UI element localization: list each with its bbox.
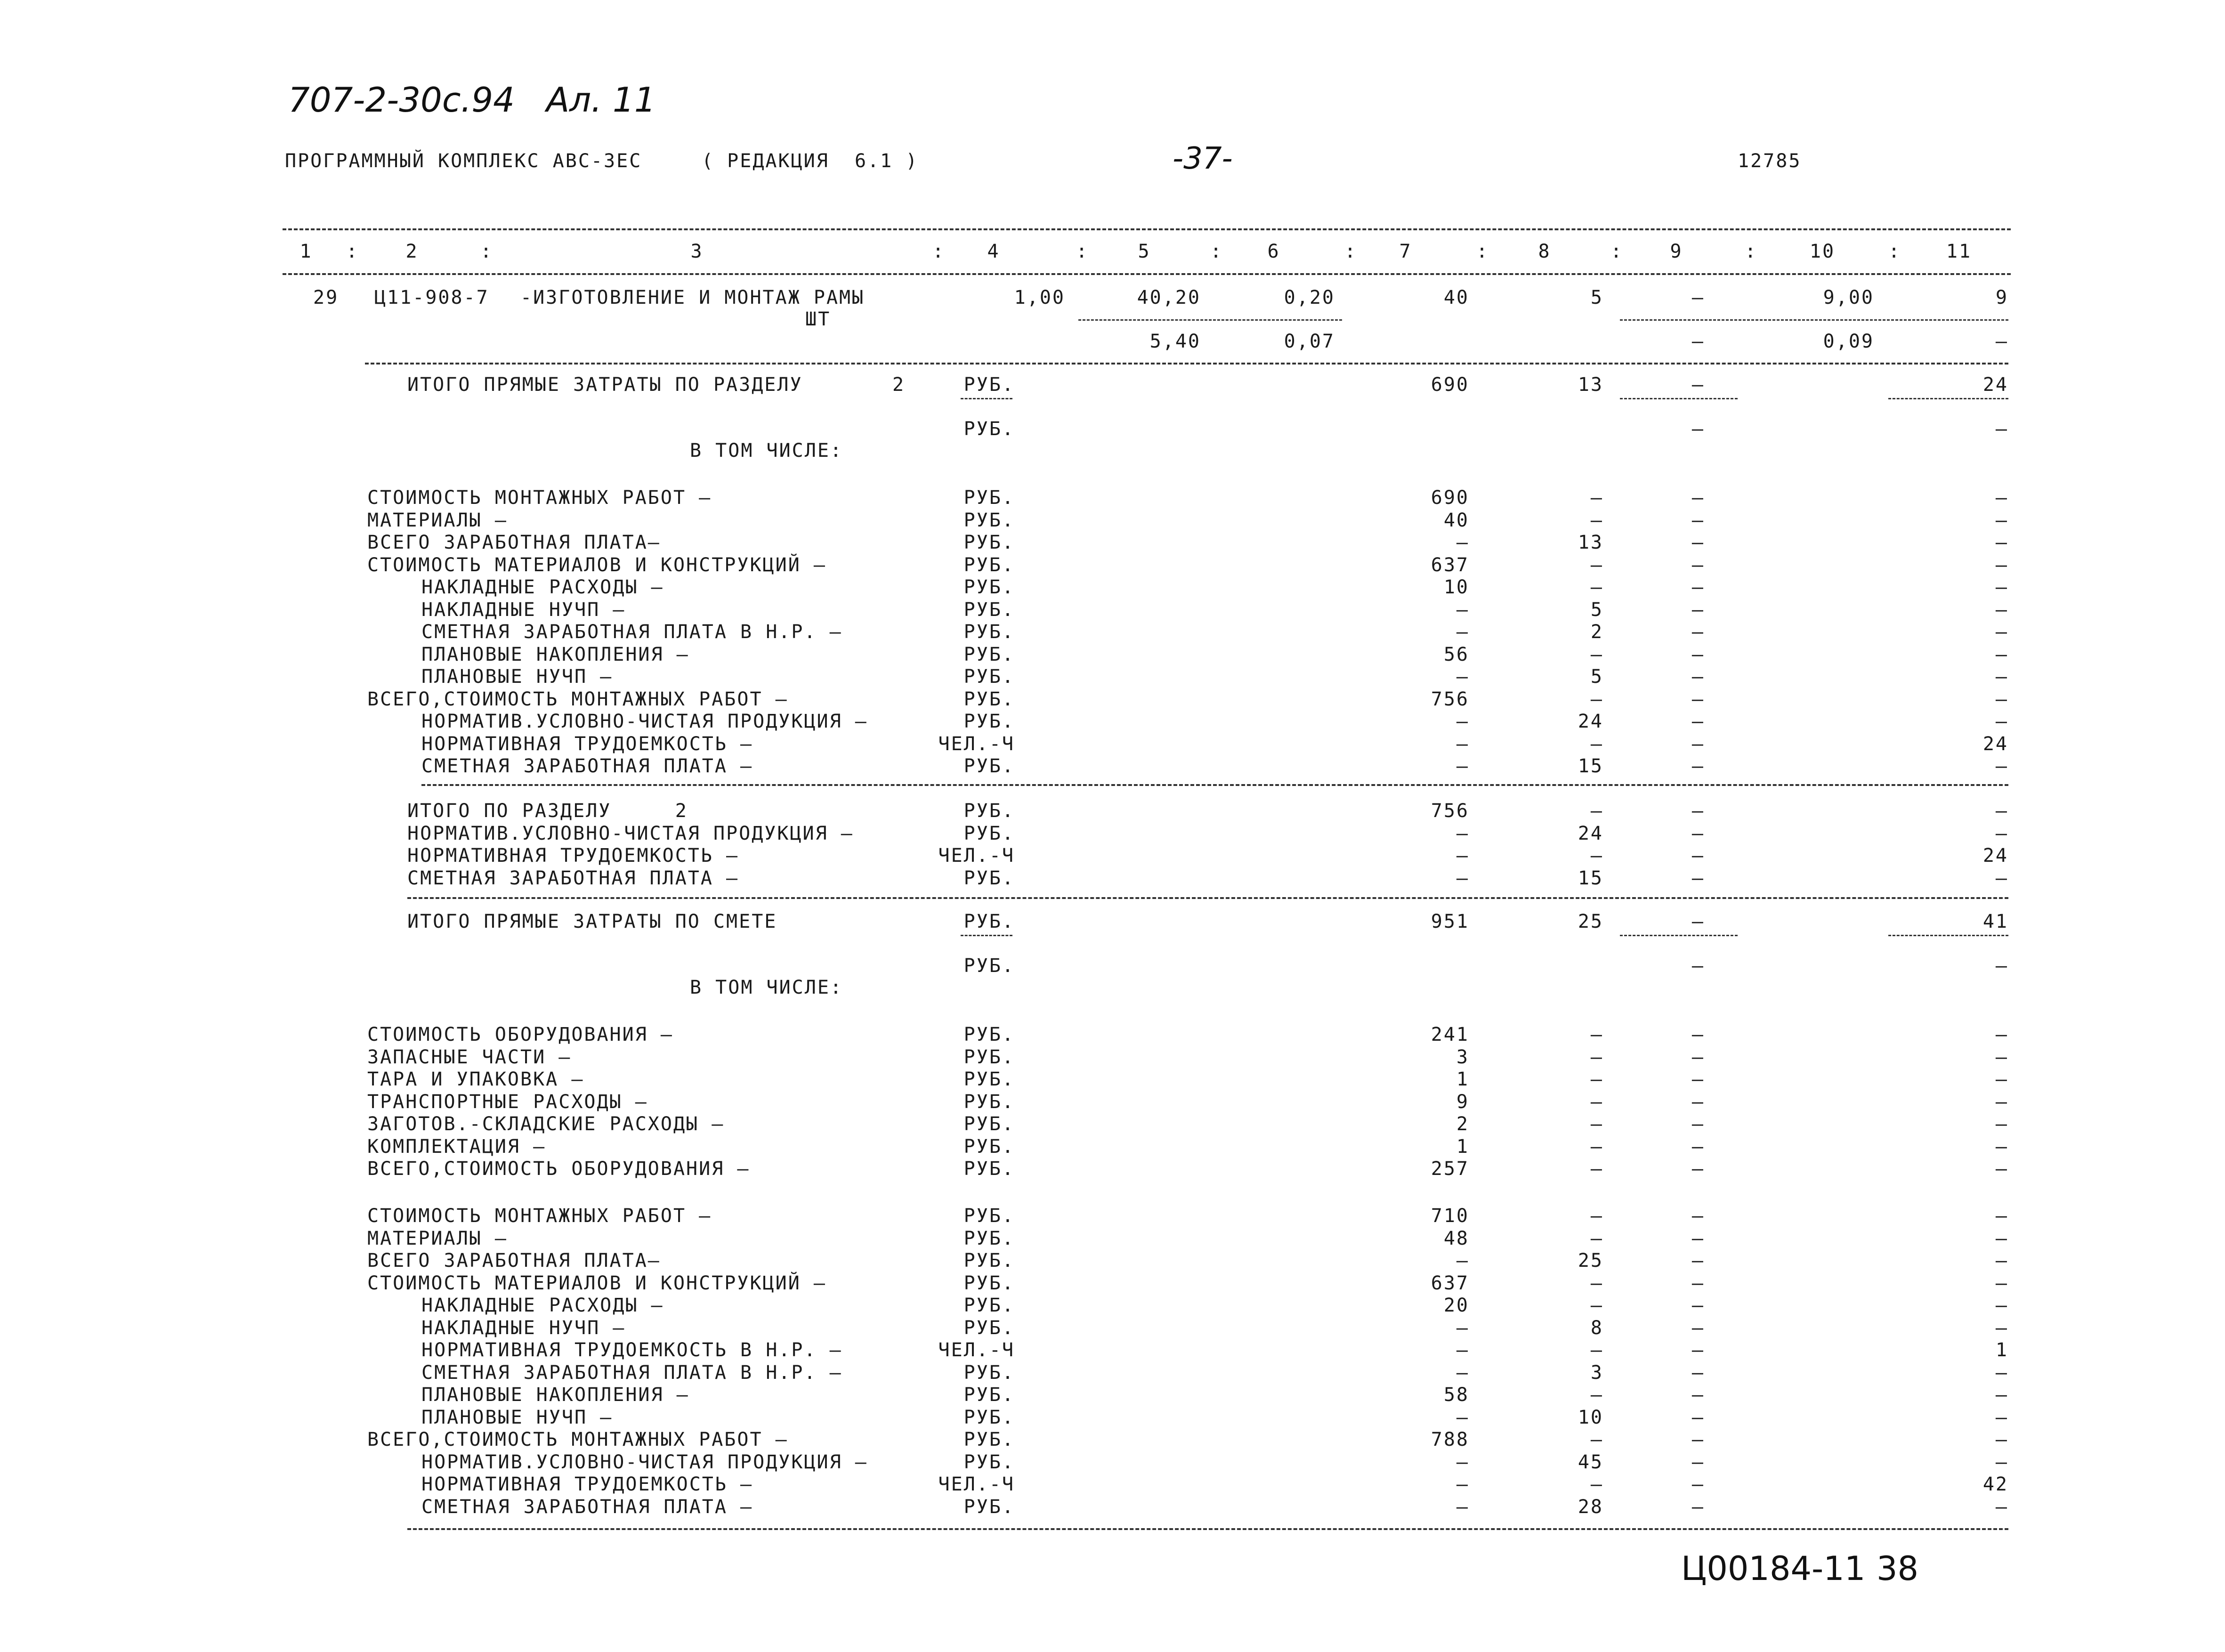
row-col7: 1 (1456, 1069, 1469, 1090)
row-label: СТОИМОСТЬ МОНТАЖНЫХ РАБОТ – (367, 1205, 712, 1227)
row-col9: – (1691, 1227, 1705, 1249)
row-unit: РУБ. (963, 643, 1015, 665)
archive-stamp: Ц00184-11 (1681, 1549, 1866, 1588)
section-result-label: ИТОГО ПО РАЗДЕЛУ 2 (407, 800, 688, 822)
row-col7: 48 (1443, 1227, 1469, 1249)
row-unit: РУБ. (963, 509, 1015, 531)
section-result-col8: – (1590, 800, 1603, 822)
row-col11: – (1995, 1046, 2008, 1068)
row-unit: РУБ. (963, 755, 1015, 777)
section-result-label: НОРМАТИВ.УСЛОВНО-ЧИСТАЯ ПРОДУКЦИЯ – (407, 822, 854, 844)
row-col11: – (1995, 487, 2008, 509)
row-col9: – (1691, 1317, 1705, 1339)
row-col8: 15 (1578, 755, 1603, 777)
section-result-label: НОРМАТИВНАЯ ТРУДОЕМКОСТЬ – (407, 845, 739, 866)
column-separator: : (1344, 241, 1358, 262)
column-header-9: 9 (1670, 241, 1683, 262)
row-col9: – (1691, 1113, 1705, 1135)
row-label: НОРМАТИВНАЯ ТРУДОЕМКОСТЬ – (421, 733, 753, 755)
row-unit: РУБ. (963, 487, 1015, 509)
section_total-col11-b: – (1995, 418, 2008, 440)
row-unit: РУБ. (963, 1406, 1015, 1428)
column-separator: : (932, 241, 946, 262)
row-unit: ЧЕЛ.-Ч (938, 1339, 1015, 1361)
section-result-col8: 24 (1578, 822, 1603, 844)
row-label: СМЕТНАЯ ЗАРАБОТНАЯ ПЛАТА – (421, 755, 753, 777)
section-result-col9: – (1691, 867, 1705, 889)
row-col11: – (1995, 1135, 2008, 1158)
row-col8: – (1590, 554, 1603, 576)
section-result-unit: РУБ. (963, 800, 1015, 822)
row-col11: – (1995, 1384, 2008, 1406)
row-col8: – (1590, 1429, 1603, 1450)
section-result-col8: – (1590, 845, 1603, 866)
row-unit: РУБ. (963, 576, 1015, 598)
row-col9: – (1691, 509, 1705, 531)
row-label: СТОИМОСТЬ ОБОРУДОВАНИЯ – (367, 1024, 673, 1045)
row-col11: – (1995, 643, 2008, 665)
row-label: ПЛАНОВЫЕ НУЧП – (421, 666, 613, 688)
row-label: НАКЛАДНЫЕ НУЧП – (421, 1317, 626, 1339)
row-col8: – (1590, 1227, 1603, 1249)
row-col7: 1 (1456, 1135, 1469, 1158)
row-col7: 788 (1431, 1429, 1469, 1450)
column-header-3: 3 (690, 241, 704, 262)
row-unit: РУБ. (963, 1250, 1015, 1271)
estimate_total-col7: 951 (1431, 911, 1469, 932)
column-separator: : (1888, 241, 1901, 262)
row-col11: – (1995, 1069, 2008, 1090)
row-unit: ЧЕЛ.-Ч (938, 1474, 1015, 1495)
row-col9: – (1691, 599, 1705, 621)
section-result-unit: РУБ. (963, 822, 1015, 844)
section_total-including: В ТОМ ЧИСЛЕ: (690, 440, 843, 462)
section-result-label: СМЕТНАЯ ЗАРАБОТНАЯ ПЛАТА – (407, 867, 739, 889)
row-col9: – (1691, 1384, 1705, 1406)
row-col11: – (1995, 1250, 2008, 1271)
row-col7: – (1456, 666, 1469, 688)
item-col8: 5 (1590, 287, 1603, 308)
item-col11-b: – (1995, 331, 2008, 352)
row-col11: – (1995, 576, 2008, 598)
row-col11: 1 (1995, 1339, 2008, 1361)
row-unit: РУБ. (963, 1091, 1015, 1113)
row-col8: – (1590, 643, 1603, 665)
row-unit: РУБ. (963, 1227, 1015, 1249)
row-label: МАТЕРИАЛЫ – (367, 1227, 508, 1249)
row-unit: РУБ. (963, 1069, 1015, 1090)
section_total-col11: 24 (1982, 374, 2008, 396)
row-col7: – (1456, 755, 1469, 777)
estimate_total-col8: 25 (1578, 911, 1603, 932)
section-result-col11: – (1995, 822, 2008, 844)
row-col8: 28 (1578, 1496, 1603, 1518)
row-label: НОРМАТИВНАЯ ТРУДОЕМКОСТЬ – (421, 1474, 753, 1495)
row-col8: 2 (1590, 621, 1603, 643)
section_total-unit: РУБ. (963, 374, 1015, 396)
row-unit: ЧЕЛ.-Ч (938, 733, 1015, 755)
sheet-number: 38 (1877, 1549, 1919, 1588)
section_total-col7: 690 (1431, 374, 1469, 396)
row-col8: – (1590, 1091, 1603, 1113)
row-col7: 690 (1431, 487, 1469, 509)
row-col9: – (1691, 1474, 1705, 1495)
row-label: СМЕТНАЯ ЗАРАБОТНАЯ ПЛАТА В Н.Р. – (421, 1361, 842, 1384)
row-col7: 637 (1431, 554, 1469, 576)
item-col10: 9,00 (1823, 287, 1874, 308)
row-unit: РУБ. (963, 1295, 1015, 1316)
row-label: НАКЛАДНЫЕ НУЧП – (421, 599, 626, 621)
row-col8: – (1590, 1024, 1603, 1045)
row-label: ПЛАНОВЫЕ НАКОПЛЕНИЯ – (421, 643, 689, 665)
row-col11: – (1995, 1272, 2008, 1294)
row-label: НОРМАТИВ.УСЛОВНО-ЧИСТАЯ ПРОДУКЦИЯ – (421, 711, 868, 732)
column-header-11: 11 (1946, 241, 1972, 262)
row-unit: РУБ. (963, 1205, 1015, 1227)
row-col8: 24 (1578, 711, 1603, 732)
section_total-col9: – (1691, 374, 1705, 396)
row-col9: – (1691, 1158, 1705, 1180)
column-separator: : (1210, 241, 1223, 262)
row-col9: – (1691, 1046, 1705, 1068)
column-header-6: 6 (1267, 241, 1280, 262)
column-separator: : (480, 241, 494, 262)
row-col11: – (1995, 599, 2008, 621)
row-col8: 45 (1578, 1451, 1603, 1473)
row-label: ТРАНСПОРТНЫЕ РАСХОДЫ – (367, 1091, 648, 1113)
row-col7: 2 (1456, 1113, 1469, 1135)
item-number: 29 (313, 287, 339, 308)
item-col4: 1,00 (1014, 287, 1065, 308)
row-col9: – (1691, 755, 1705, 777)
row-col7: – (1456, 1406, 1469, 1428)
row-col7: – (1456, 599, 1469, 621)
row-col8: 5 (1590, 666, 1603, 688)
row-col7: 710 (1431, 1205, 1469, 1227)
row-col9: – (1691, 621, 1705, 643)
row-unit: РУБ. (963, 1429, 1015, 1450)
row-col11: 42 (1982, 1474, 2008, 1495)
row-col9: – (1691, 1069, 1705, 1090)
row-col9: – (1691, 1451, 1705, 1473)
row-label: СТОИМОСТЬ МАТЕРИАЛОВ И КОНСТРУКЦИЙ – (367, 1272, 826, 1294)
row-col11: – (1995, 711, 2008, 732)
column-header-1: 1 (299, 241, 313, 262)
estimate_total-col11: 41 (1982, 911, 2008, 932)
row-unit: РУБ. (963, 599, 1015, 621)
row-label: ВСЕГО ЗАРАБОТНАЯ ПЛАТА– (367, 1250, 661, 1271)
row-col9: – (1691, 711, 1705, 732)
section-result-col8: 15 (1578, 867, 1603, 889)
row-col7: – (1456, 1451, 1469, 1473)
row-col7: – (1456, 621, 1469, 643)
row-col9: – (1691, 487, 1705, 509)
row-label: НОРМАТИВ.УСЛОВНО-ЧИСТАЯ ПРОДУКЦИЯ – (421, 1451, 868, 1473)
row-col8: – (1590, 1474, 1603, 1495)
item-col5: 40,20 (1137, 287, 1201, 308)
row-col9: – (1691, 532, 1705, 553)
row-col8: – (1590, 1135, 1603, 1158)
row-label: СТОИМОСТЬ МОНТАЖНЫХ РАБОТ – (367, 487, 712, 509)
section-result-col11: 24 (1982, 845, 2008, 866)
row-col8: – (1590, 1384, 1603, 1406)
item-col6: 0,20 (1284, 287, 1335, 308)
row-col11: – (1995, 1091, 2008, 1113)
row-label: КОМПЛЕКТАЦИЯ – (367, 1135, 546, 1158)
row-col7: – (1456, 1496, 1469, 1518)
estimate_total-label: ИТОГО ПРЯМЫЕ ЗАТРАТЫ ПО СМЕТЕ (407, 911, 777, 932)
column-header-5: 5 (1138, 241, 1151, 262)
row-unit: РУБ. (963, 532, 1015, 553)
item-col9: – (1691, 287, 1705, 308)
item-col10-b: 0,09 (1823, 331, 1874, 352)
doc-code: 707-2-30с.94 (288, 80, 515, 120)
row-unit: РУБ. (963, 1451, 1015, 1473)
item-name: -ИЗГОТОВЛЕНИЕ И МОНТАЖ РАМЫ (520, 287, 865, 308)
column-separator: : (1076, 241, 1089, 262)
row-col9: – (1691, 1406, 1705, 1428)
row-label: ЗАПАСНЫЕ ЧАСТИ – (367, 1046, 572, 1068)
row-col9: – (1691, 1429, 1705, 1450)
row-col8: 10 (1578, 1406, 1603, 1428)
row-col8: – (1590, 1158, 1603, 1180)
row-col8: – (1590, 509, 1603, 531)
item-col9-b: – (1691, 331, 1705, 352)
section-result-col9: – (1691, 845, 1705, 866)
row-col7: – (1456, 1361, 1469, 1384)
section-result-col9: – (1691, 800, 1705, 822)
row-label: ТАРА И УПАКОВКА – (367, 1069, 584, 1090)
row-col7: – (1456, 733, 1469, 755)
row-col8: – (1590, 1339, 1603, 1361)
row-label: СТОИМОСТЬ МАТЕРИАЛОВ И КОНСТРУКЦИЙ – (367, 554, 826, 576)
row-label: ЗАГОТОВ.-СКЛАДСКИЕ РАСХОДЫ – (367, 1113, 725, 1135)
row-col11: – (1995, 1024, 2008, 1045)
row-label: ВСЕГО,СТОИМОСТЬ МОНТАЖНЫХ РАБОТ – (367, 688, 788, 710)
row-col9: – (1691, 1091, 1705, 1113)
section-result-col11: – (1995, 867, 2008, 889)
row-col9: – (1691, 1339, 1705, 1361)
row-col9: – (1691, 554, 1705, 576)
estimate_total-including: В ТОМ ЧИСЛЕ: (690, 977, 843, 998)
row-col9: – (1691, 1135, 1705, 1158)
column-separator: : (1476, 241, 1489, 262)
row-label: ВСЕГО,СТОИМОСТЬ МОНТАЖНЫХ РАБОТ – (367, 1429, 788, 1450)
row-col11: – (1995, 1451, 2008, 1473)
row-col8: – (1590, 1046, 1603, 1068)
section-result-col7: – (1456, 845, 1469, 866)
row-col7: – (1456, 1250, 1469, 1271)
row-col11: – (1995, 688, 2008, 710)
row-col11: – (1995, 1317, 2008, 1339)
row-col9: – (1691, 1496, 1705, 1518)
row-col7: 637 (1431, 1272, 1469, 1294)
row-col11: – (1995, 1406, 2008, 1428)
row-col8: 25 (1578, 1250, 1603, 1271)
row-col7: 257 (1431, 1158, 1469, 1180)
row-col7: 58 (1443, 1384, 1469, 1406)
row-col9: – (1691, 1295, 1705, 1316)
row-col9: – (1691, 688, 1705, 710)
row-col8: – (1590, 733, 1603, 755)
row-unit: РУБ. (963, 1317, 1015, 1339)
row-label: СМЕТНАЯ ЗАРАБОТНАЯ ПЛАТА – (421, 1496, 753, 1518)
item-col7: 40 (1443, 287, 1469, 308)
row-unit: РУБ. (963, 1384, 1015, 1406)
section_total-section-number: 2 (892, 374, 906, 396)
column-header-4: 4 (987, 241, 1000, 262)
row-col11: – (1995, 666, 2008, 688)
row-unit: РУБ. (963, 1113, 1015, 1135)
row-col9: – (1691, 643, 1705, 665)
row-col8: 13 (1578, 532, 1603, 553)
row-col7: 9 (1456, 1091, 1469, 1113)
row-unit: РУБ. (963, 688, 1015, 710)
row-col8: – (1590, 1113, 1603, 1135)
section-result-col9: – (1691, 822, 1705, 844)
row-col8: 3 (1590, 1361, 1603, 1384)
column-header-10: 10 (1809, 241, 1836, 262)
row-col8: – (1590, 487, 1603, 509)
row-col9: – (1691, 1205, 1705, 1227)
section-result-col11: – (1995, 800, 2008, 822)
row-col11: – (1995, 1429, 2008, 1450)
row-col7: 241 (1431, 1024, 1469, 1045)
row-col11: 24 (1982, 733, 2008, 755)
row-unit: РУБ. (963, 1135, 1015, 1158)
estimate_total-col9-b: – (1691, 955, 1705, 977)
row-col7: 3 (1456, 1046, 1469, 1068)
row-col9: – (1691, 1024, 1705, 1045)
row-col11: – (1995, 1361, 2008, 1384)
section_total-col9-b: – (1691, 418, 1705, 440)
row-col8: – (1590, 1272, 1603, 1294)
column-separator: : (1610, 241, 1624, 262)
row-unit: РУБ. (963, 1046, 1015, 1068)
estimate_total-col11-b: – (1995, 955, 2008, 977)
row-col8: 8 (1590, 1317, 1603, 1339)
estimate_total-unit-2: РУБ. (963, 955, 1015, 977)
item-col6-b: 0,07 (1284, 331, 1335, 352)
row-col7: 756 (1431, 688, 1469, 710)
row-col11: – (1995, 1227, 2008, 1249)
row-col11: – (1995, 755, 2008, 777)
row-col11: – (1995, 1158, 2008, 1180)
row-col7: – (1456, 1474, 1469, 1495)
row-col11: – (1995, 1295, 2008, 1316)
row-label: СМЕТНАЯ ЗАРАБОТНАЯ ПЛАТА В Н.Р. – (421, 621, 842, 643)
row-col7: – (1456, 1317, 1469, 1339)
row-col9: – (1691, 576, 1705, 598)
row-unit: РУБ. (963, 1024, 1015, 1045)
row-col8: – (1590, 688, 1603, 710)
row-label: ВСЕГО ЗАРАБОТНАЯ ПЛАТА– (367, 532, 661, 553)
row-unit: РУБ. (963, 554, 1015, 576)
row-label: НАКЛАДНЫЕ РАСХОДЫ – (421, 576, 664, 598)
row-col8: – (1590, 1295, 1603, 1316)
row-col8: – (1590, 1205, 1603, 1227)
row-label: МАТЕРИАЛЫ – (367, 509, 508, 531)
section-result-col7: 756 (1431, 800, 1469, 822)
section-result-unit: ЧЕЛ.-Ч (938, 845, 1015, 866)
row-unit: РУБ. (963, 711, 1015, 732)
column-separator: : (1745, 241, 1758, 262)
row-col11: – (1995, 509, 2008, 531)
row-col7: – (1456, 1339, 1469, 1361)
row-col9: – (1691, 1272, 1705, 1294)
section_total-label: ИТОГО ПРЯМЫЕ ЗАТРАТЫ ПО РАЗДЕЛУ (407, 374, 803, 396)
row-col8: – (1590, 1069, 1603, 1090)
row-col8: – (1590, 576, 1603, 598)
row-label: ПЛАНОВЫЕ НАКОПЛЕНИЯ – (421, 1384, 689, 1406)
row-label: НАКЛАДНЫЕ РАСХОДЫ – (421, 1295, 664, 1316)
row-unit: РУБ. (963, 1361, 1015, 1384)
item-col11: 9 (1995, 287, 2008, 308)
item-unit: ШТ (805, 308, 831, 330)
row-col8: 5 (1590, 599, 1603, 621)
column-header-8: 8 (1538, 241, 1551, 262)
row-col7: 20 (1443, 1295, 1469, 1316)
row-col9: – (1691, 1250, 1705, 1271)
row-label: НОРМАТИВНАЯ ТРУДОЕМКОСТЬ В Н.Р. – (421, 1339, 842, 1361)
row-col9: – (1691, 666, 1705, 688)
column-header-2: 2 (405, 241, 419, 262)
row-col11: – (1995, 532, 2008, 553)
row-unit: РУБ. (963, 1272, 1015, 1294)
row-col11: – (1995, 1205, 2008, 1227)
row-col9: – (1691, 1361, 1705, 1384)
item-col5-b: 5,40 (1149, 331, 1201, 352)
row-unit: РУБ. (963, 1158, 1015, 1180)
estimate_total-col9: – (1691, 911, 1705, 932)
album-number: Ал. 11 (546, 80, 656, 120)
program-name: ПРОГРАММНЫЙ КОМПЛЕКС АВС-3ЕС (285, 150, 642, 172)
section-result-col7: – (1456, 867, 1469, 889)
row-unit: РУБ. (963, 666, 1015, 688)
column-header-7: 7 (1399, 241, 1412, 262)
column-separator: : (346, 241, 359, 262)
row-col7: 10 (1443, 576, 1469, 598)
program-code: 12785 (1738, 150, 1802, 172)
row-col7: 56 (1443, 643, 1469, 665)
row-col7: 40 (1443, 509, 1469, 531)
section_total-unit-2: РУБ. (963, 418, 1015, 440)
row-col11: – (1995, 554, 2008, 576)
section_total-col8: 13 (1578, 374, 1603, 396)
row-col11: – (1995, 1113, 2008, 1135)
section-result-unit: РУБ. (963, 867, 1015, 889)
program-edition: ( РЕДАКЦИЯ 6.1 ) (702, 150, 919, 172)
row-col7: – (1456, 532, 1469, 553)
row-col11: – (1995, 1496, 2008, 1518)
row-col7: – (1456, 711, 1469, 732)
row-unit: РУБ. (963, 621, 1015, 643)
row-col11: – (1995, 621, 2008, 643)
row-col9: – (1691, 733, 1705, 755)
row-label: ПЛАНОВЫЕ НУЧП – (421, 1406, 613, 1428)
row-label: ВСЕГО,СТОИМОСТЬ ОБОРУДОВАНИЯ – (367, 1158, 750, 1180)
item-code: Ц11-908-7 (374, 287, 489, 308)
estimate_total-unit: РУБ. (963, 911, 1015, 932)
page-number: -37- (1173, 141, 1233, 176)
row-unit: РУБ. (963, 1496, 1015, 1518)
section-result-col7: – (1456, 822, 1469, 844)
